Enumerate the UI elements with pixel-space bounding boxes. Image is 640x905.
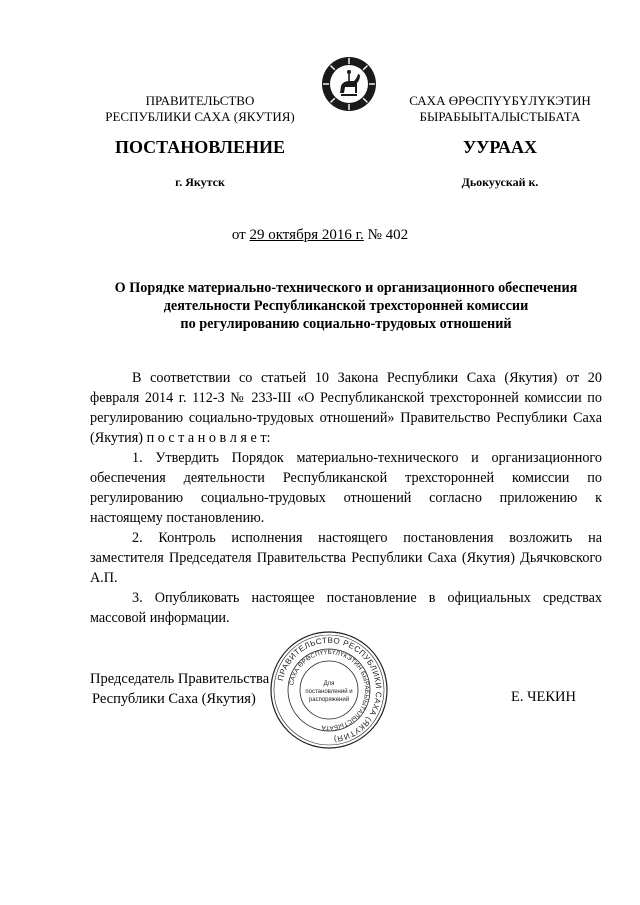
header-left-line-1: ПРАВИТЕЛЬСТВО bbox=[145, 93, 255, 108]
subject-line-1: О Порядке материально-технического и организационного обеспечения bbox=[114, 280, 578, 296]
clause-2-paragraph: 2. Контроль исполнения настоящего постановления возложить на заместителя Председателя Правительства Республики Саха (Якутия) Дьячковского А.П. bbox=[90, 530, 602, 586]
clause-3-paragraph: 3. Опубликовать настоящее постановление в официальных средствах массовой информации. bbox=[90, 590, 602, 626]
doc-title-sakha: УУРААХ bbox=[462, 137, 538, 157]
signatory-name: Е. ЧЕКИН bbox=[511, 689, 577, 705]
place-sakha: Дьокуускай к. bbox=[461, 175, 539, 189]
date-prefix: от bbox=[231, 227, 246, 243]
doc-title-ru: ПОСТАНОВЛЕНИЕ bbox=[114, 137, 286, 157]
seal-center-line-1: Для bbox=[323, 681, 335, 687]
seal-outer-text: ПРАВИТЕЛЬСТВО РЕСПУБЛИКИ САХА (ЯКУТИЯ) bbox=[275, 635, 384, 744]
official-seal-stamp bbox=[268, 629, 390, 751]
seal-center-line-2: постановлений и bbox=[305, 689, 353, 695]
header-right bbox=[390, 93, 610, 125]
seal-center-line-3: распоряжений bbox=[308, 697, 350, 703]
clause-1-paragraph: 1. Утвердить Порядок материально-технического и организационного обеспечения деятельности Республиканской трехсторонней комиссии по регулированию социально-трудовых отношений согласно приложению к настоящему постановлению. bbox=[90, 450, 602, 526]
coat-of-arms-icon bbox=[321, 56, 377, 112]
subject-line-2: деятельности Республиканской трехсторонней комиссии bbox=[163, 298, 529, 314]
header-left-line-2: РЕСПУБЛИКИ САХА (ЯКУТИЯ) bbox=[105, 109, 295, 124]
signatory-title bbox=[90, 669, 269, 709]
seal-inner-text: САХА ӨРӨСПҮҮБҮЛҮКЭТИН БЫРАБЫЫТАЛЫСТЫБАТА bbox=[288, 648, 371, 732]
document-subject bbox=[90, 279, 602, 333]
header-right-line-2: БЫРАБЫЫТАЛЫСТЫБАТА bbox=[419, 109, 581, 124]
document-body bbox=[90, 368, 602, 628]
number-sign: № bbox=[367, 227, 382, 243]
place-ru: г. Якутск bbox=[175, 175, 225, 189]
document-date: 29 октября 2016 г. bbox=[249, 227, 364, 243]
document-number: 402 bbox=[385, 227, 409, 243]
preamble-paragraph: В соответствии со статьей 10 Закона Республики Саха (Якутия) от 20 февраля 2014 г. 112-З № 233-III «О Республиканской трехсторонней комиссии по регулированию социально-трудовых отношений» Правительство Республики Саха (Якутия) п о с т а н о в л я е т: bbox=[90, 370, 602, 446]
date-number-line bbox=[0, 227, 640, 244]
signatory-title-line-2: Республики Саха (Якутия) bbox=[92, 691, 256, 707]
header-right-line-1: САХА ӨРӨСПҮҮБҮЛҮКЭТИН bbox=[409, 93, 591, 108]
header-left bbox=[90, 93, 310, 125]
signatory-title-line-1: Председатель Правительства bbox=[90, 671, 270, 687]
subject-line-3: по регулированию социально-трудовых отношений bbox=[180, 316, 512, 332]
